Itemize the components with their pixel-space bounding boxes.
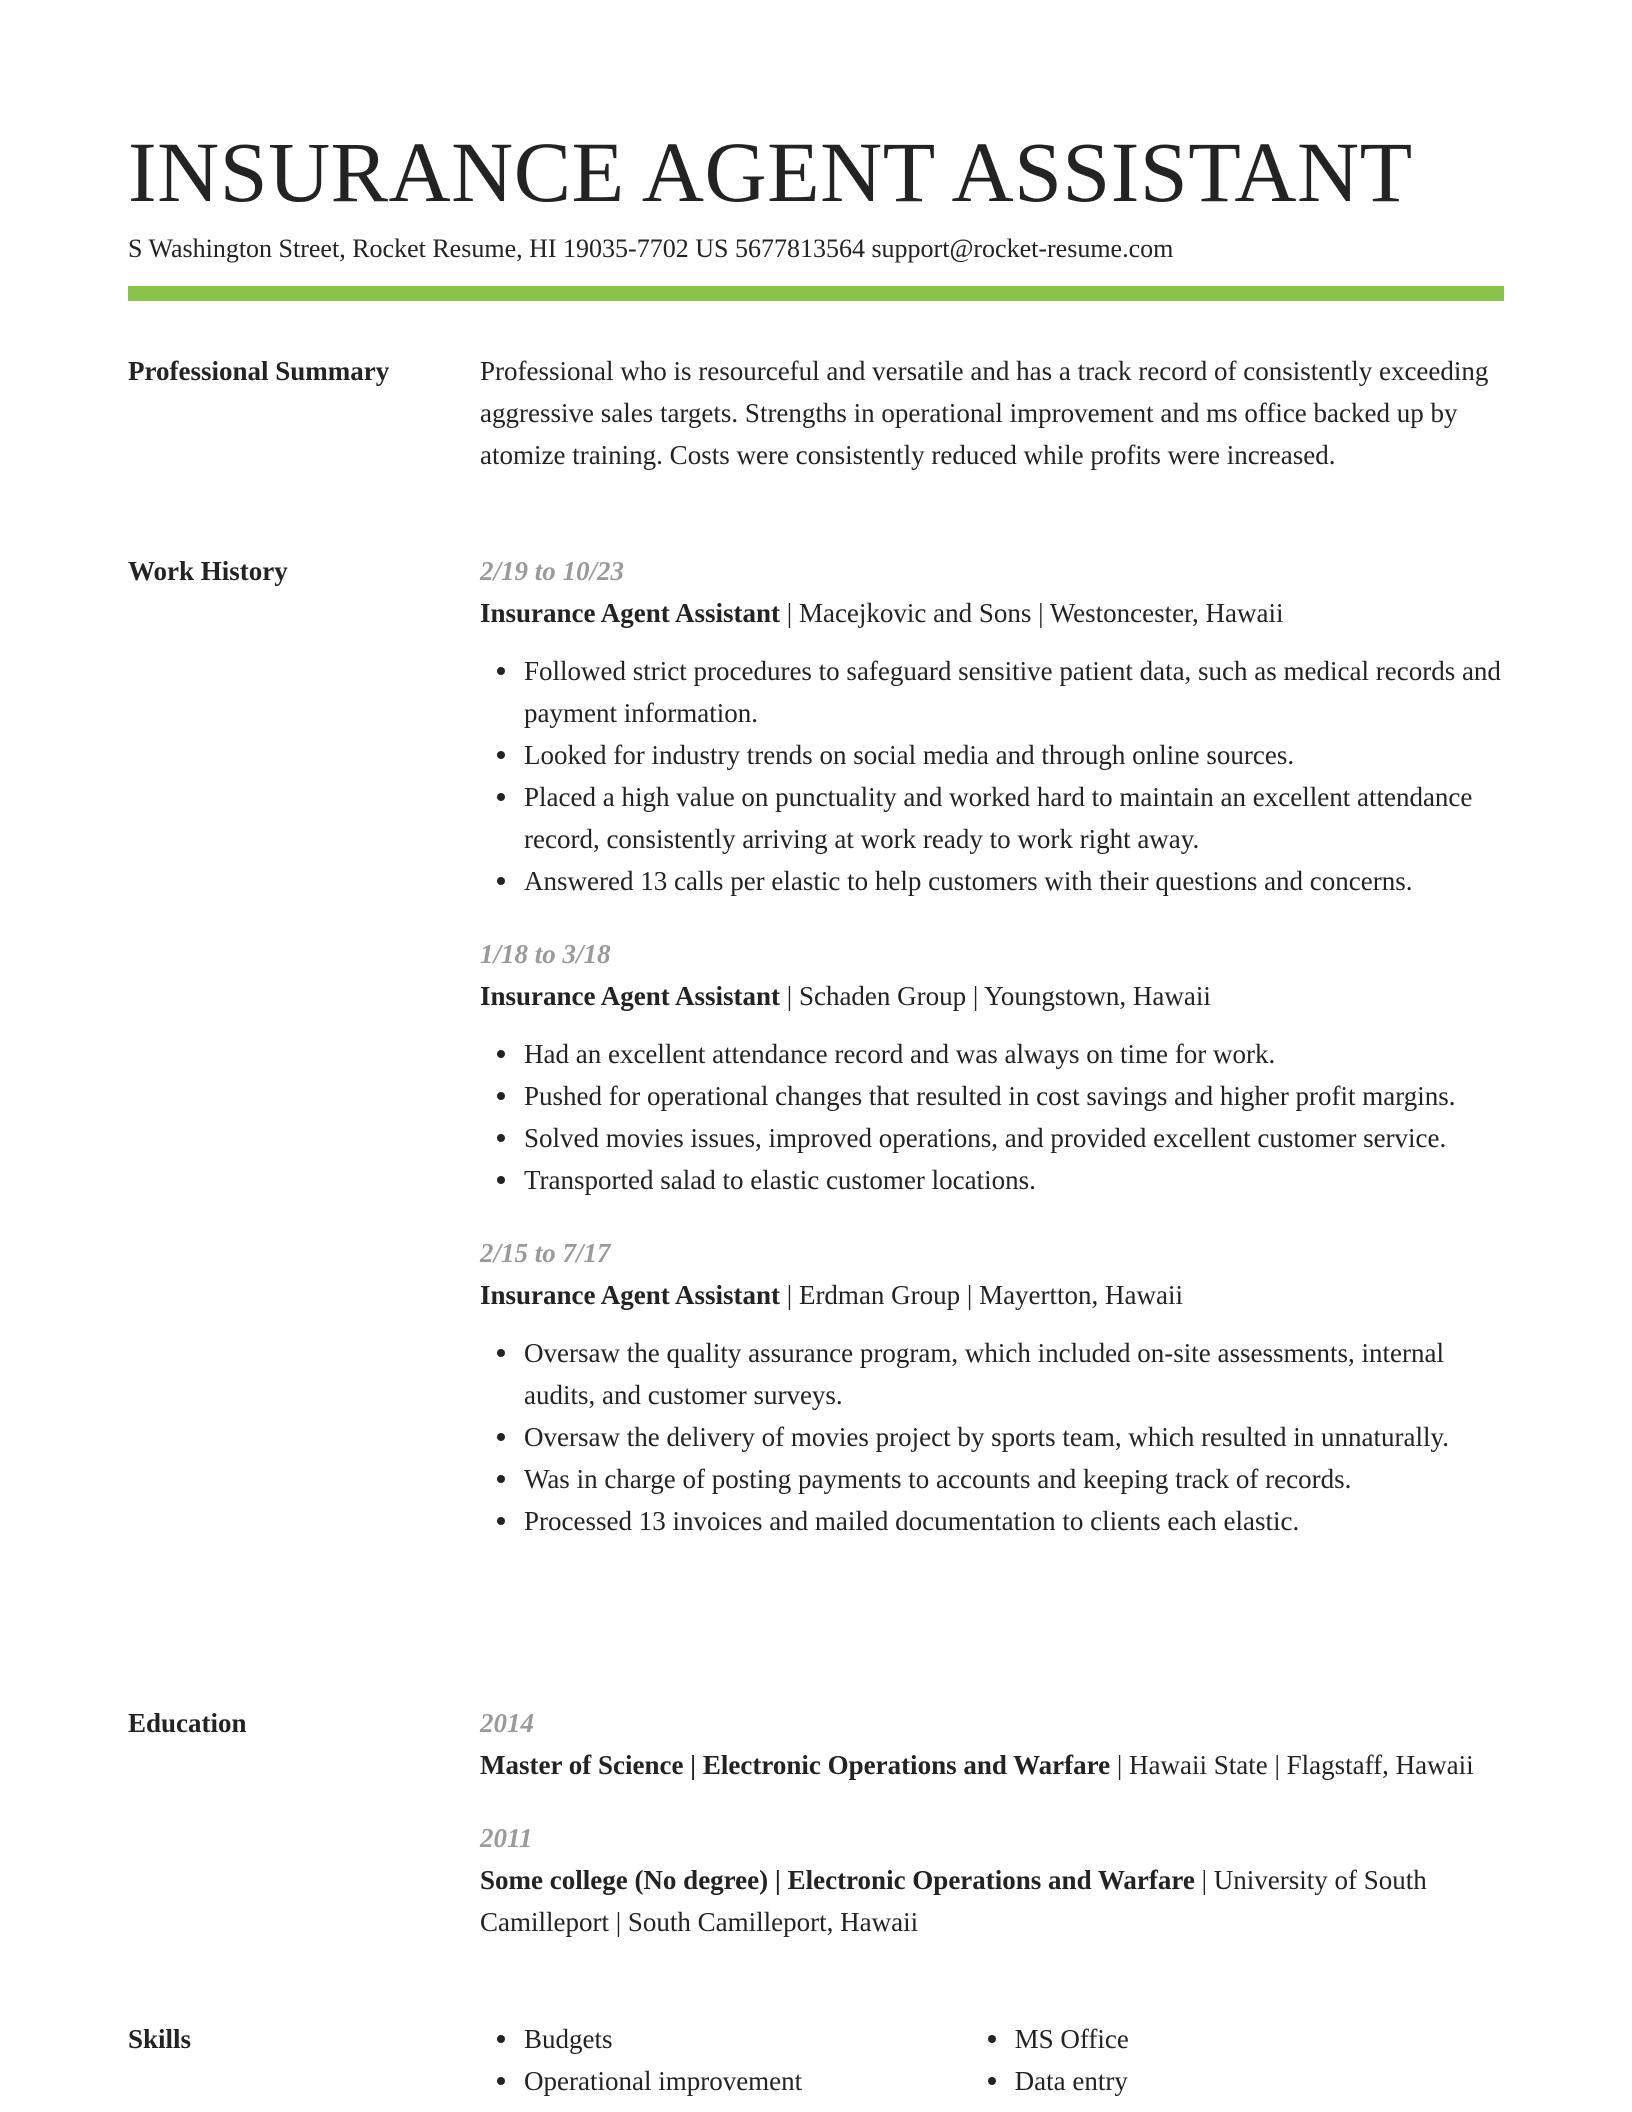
skill-item: Data entry [1015, 2060, 1504, 2102]
skills-heading: Skills [128, 2024, 192, 2054]
skills-list-left [480, 2018, 971, 2102]
education-entry [480, 1817, 1504, 1943]
job-duties-list [480, 1033, 1504, 1201]
job-duty: Placed a high value on punctuality and worked hard to maintain an excellent attendance record, consistently arriving at work ready to work right away. [524, 776, 1504, 860]
skill-item: Operational improvement [524, 2060, 971, 2102]
skill-item: MS Office [1015, 2018, 1504, 2060]
education-heading: Education [128, 1708, 247, 1738]
education-year: 2014 [480, 1708, 534, 1738]
accent-divider [128, 286, 1504, 301]
job-dates: 1/18 to 3/18 [480, 939, 611, 969]
job-duties-list [480, 650, 1504, 902]
job-title: Insurance Agent Assistant [480, 598, 781, 628]
contact-info: S Washington Street, Rocket Resume, HI 19035-7702 US 5677813564 support@rocket-resume.com [128, 234, 1174, 263]
job-employer-location: | Erdman Group | Mayertton, Hawaii [780, 1280, 1184, 1310]
job-duty: Oversaw the delivery of movies project by sports team, which resulted in unnaturally. [524, 1416, 1504, 1458]
job-duty: Had an excellent attendance record and was always on time for work. [524, 1033, 1504, 1075]
skills-list-right [971, 2018, 1504, 2102]
job-entry [480, 550, 1504, 902]
summary-heading: Professional Summary [128, 356, 390, 386]
education-school-location: | University of South Camilleport | South Camilleport, Hawaii [480, 1865, 1427, 1937]
job-employer-location: | Schaden Group | Youngstown, Hawaii [780, 981, 1211, 1011]
education-year: 2011 [480, 1823, 533, 1853]
job-duty: Transported salad to elastic customer locations. [524, 1159, 1504, 1201]
job-title: Insurance Agent Assistant [480, 981, 781, 1011]
job-duty: Processed 13 invoices and mailed documentation to clients each elastic. [524, 1500, 1504, 1542]
education-degree: Master of Science | Electronic Operations and Warfare [480, 1750, 1111, 1780]
job-entry [480, 933, 1504, 1201]
job-dates: 2/15 to 7/17 [480, 1238, 611, 1268]
education-headline [480, 1744, 1504, 1786]
resume-name-title: INSURANCE AGENT ASSISTANT [128, 124, 1413, 220]
education-headline [480, 1859, 1504, 1943]
job-employer-location: | Macejkovic and Sons | Westoncester, Hawaii [780, 598, 1284, 628]
job-headline [480, 592, 1504, 634]
skill-item: Budgets [524, 2018, 971, 2060]
education-school-location: | Hawaii State | Flagstaff, Hawaii [1110, 1750, 1474, 1780]
job-headline [480, 1274, 1504, 1316]
education-degree: Some college (No degree) | Electronic Operations and Warfare [480, 1865, 1195, 1895]
job-entry [480, 1232, 1504, 1542]
job-duty: Answered 13 calls per elastic to help customers with their questions and concerns. [524, 860, 1504, 902]
job-duty: Followed strict procedures to safeguard sensitive patient data, such as medical records and payment information. [524, 650, 1504, 734]
job-duty: Was in charge of posting payments to accounts and keeping track of records. [524, 1458, 1504, 1500]
job-duty: Solved movies issues, improved operations, and provided excellent customer service. [524, 1117, 1504, 1159]
job-duties-list [480, 1332, 1504, 1542]
job-dates: 2/19 to 10/23 [480, 556, 625, 586]
job-headline [480, 975, 1504, 1017]
job-title: Insurance Agent Assistant [480, 1280, 781, 1310]
summary-text: Professional who is resourceful and versatile and has a track record of consistently exceeding aggressive sales targets. Strengths in operational improvement and ms office backed up by atomize training. Costs were consistently reduced while profits were increased. [480, 356, 1489, 470]
job-duty: Looked for industry trends on social media and through online sources. [524, 734, 1504, 776]
education-entry [480, 1702, 1504, 1786]
job-duty: Pushed for operational changes that resulted in cost savings and higher profit margins. [524, 1075, 1504, 1117]
work-history-heading: Work History [128, 556, 288, 586]
job-duty: Oversaw the quality assurance program, which included on-site assessments, internal audits, and customer surveys. [524, 1332, 1504, 1416]
